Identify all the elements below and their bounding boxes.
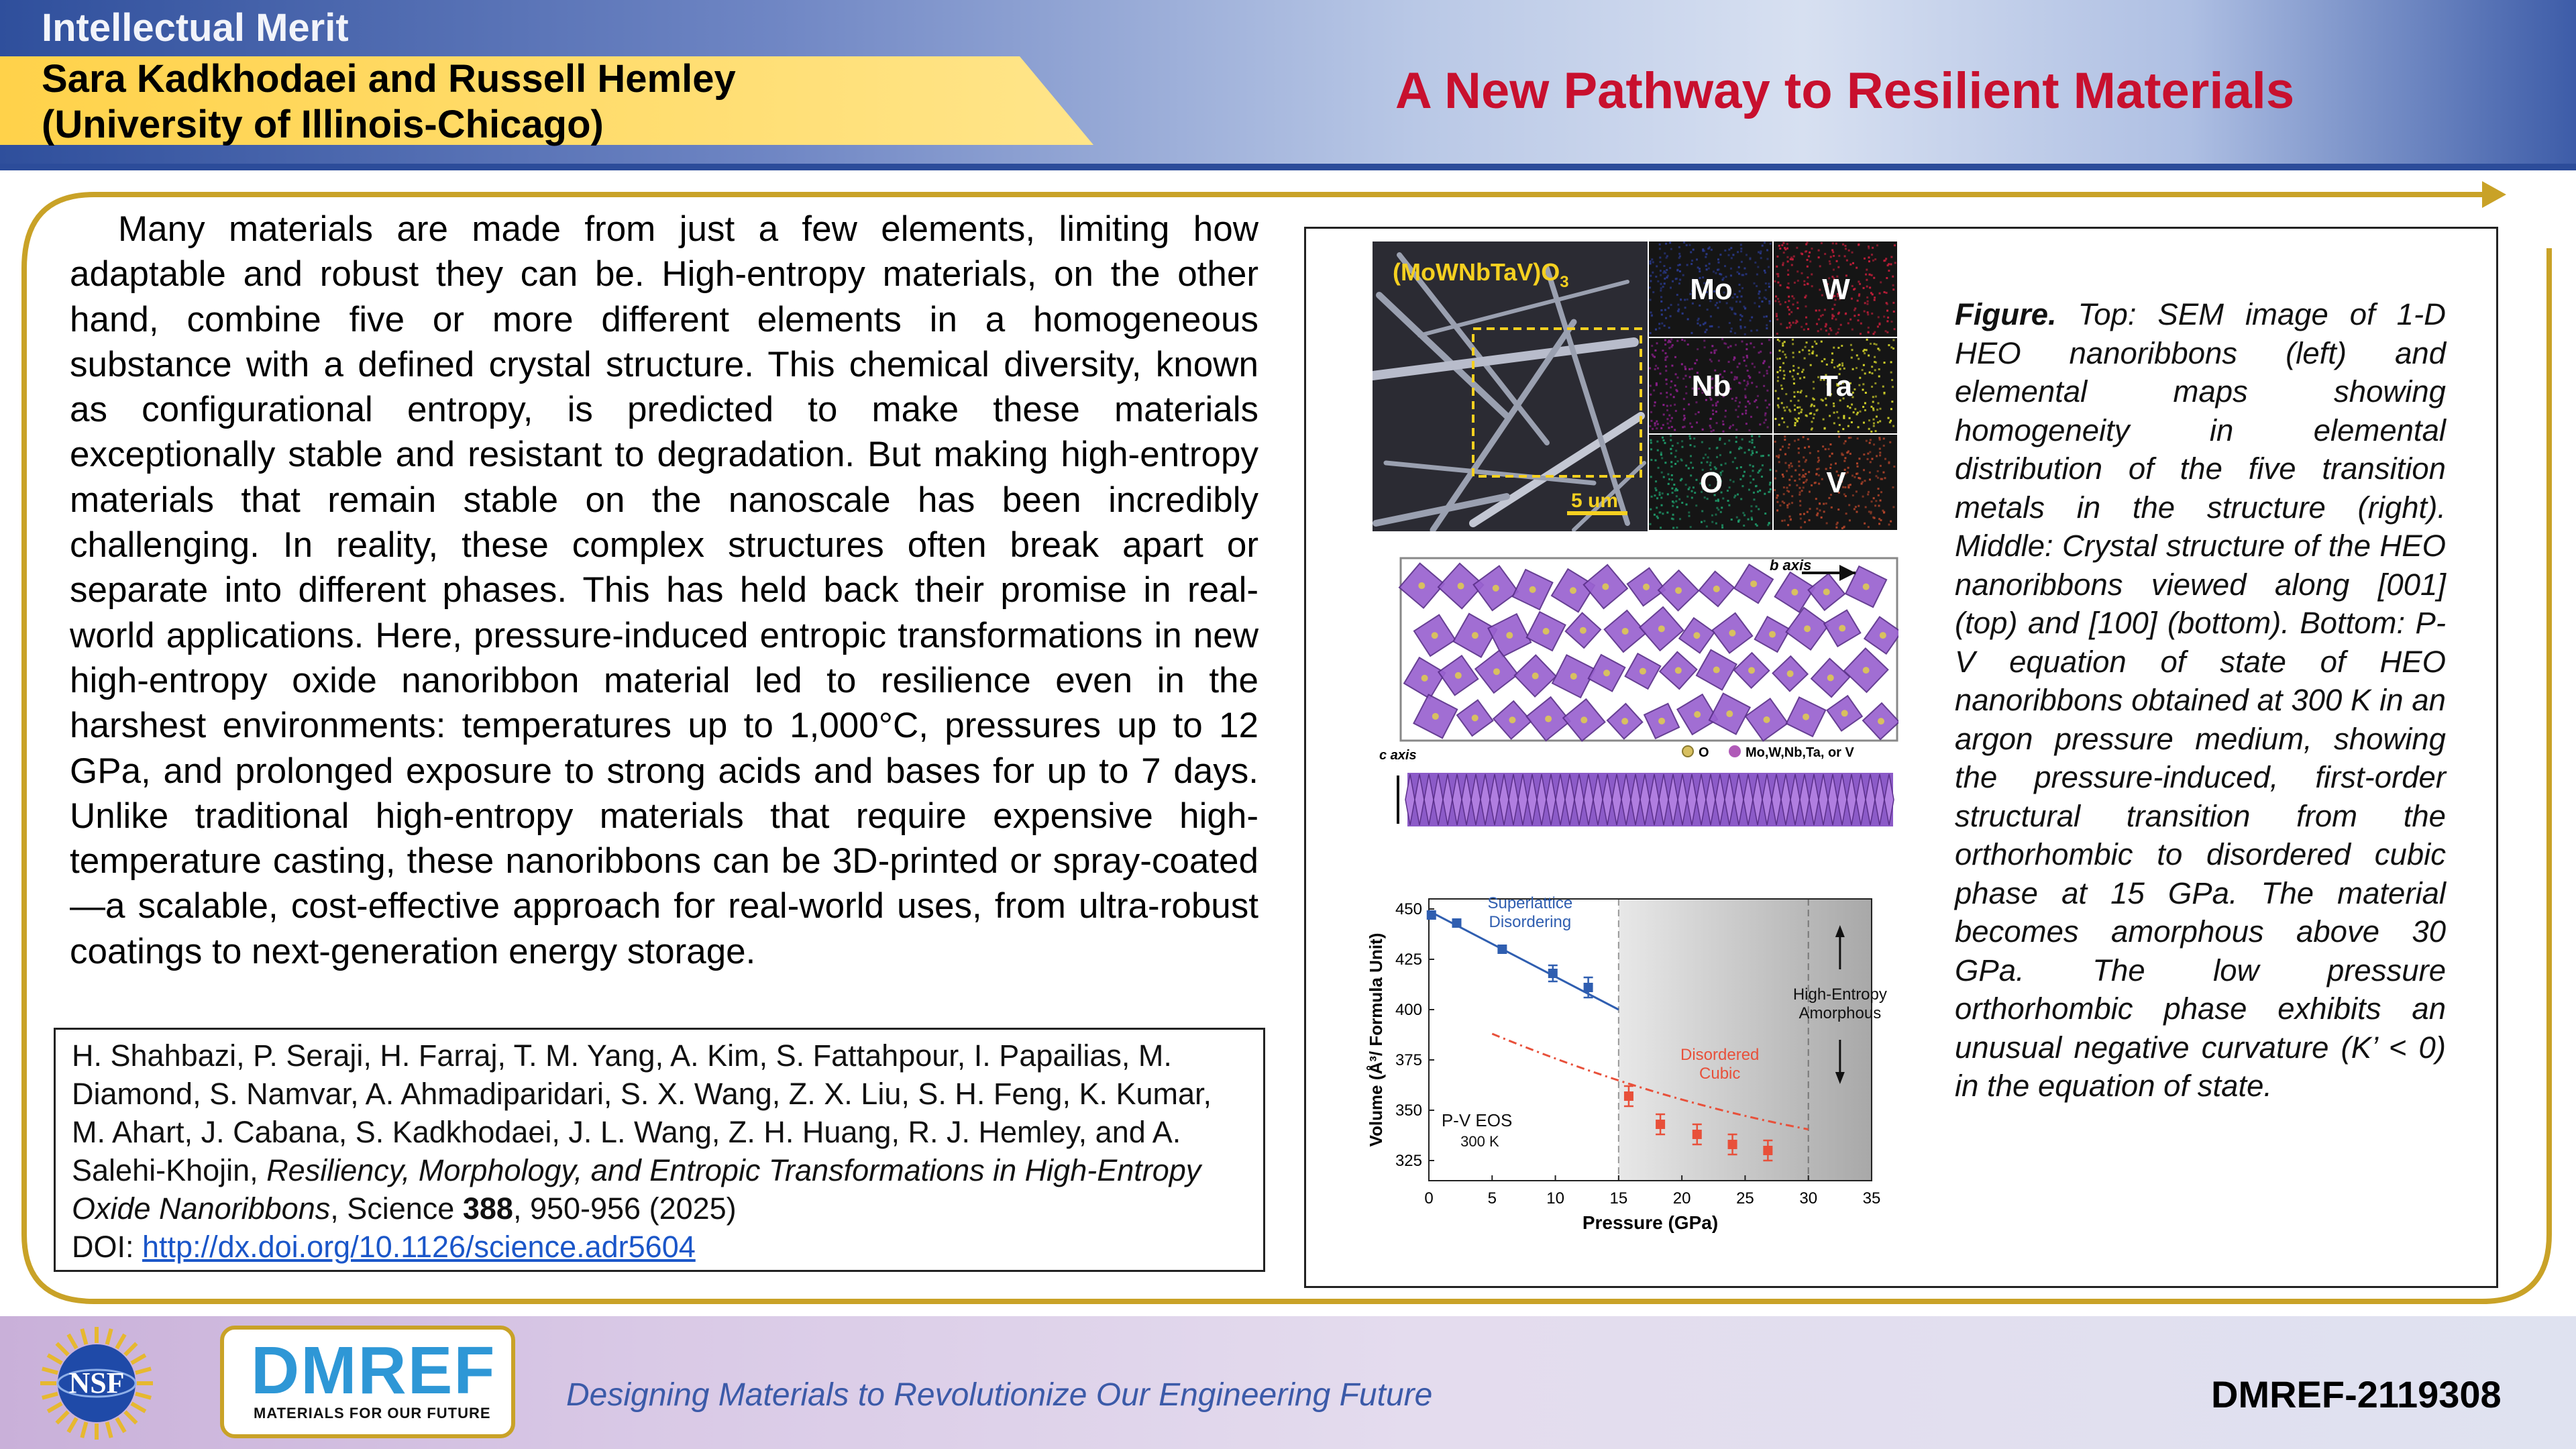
x-tick-label: 25 xyxy=(1736,1189,1754,1208)
metal-site xyxy=(1880,632,1886,639)
element-label-mo: Mo xyxy=(1690,273,1733,306)
dmref-logo-subtitle: MATERIALS FOR OUR FUTURE xyxy=(254,1405,491,1421)
annotation-disordered: Disordered xyxy=(1680,1046,1760,1064)
b-axis-label: b axis xyxy=(1770,557,1812,574)
nsf-ray xyxy=(131,1355,146,1363)
metal-site xyxy=(1506,632,1513,639)
metal-site xyxy=(1675,587,1682,594)
figure-caption xyxy=(1955,295,2446,1106)
data-point xyxy=(1656,1120,1665,1129)
body-paragraph: Many materials are made from just a few elements, limiting how adaptable and robust they can be. High-entropy materials, on the other hand, combine five or more different elements in a homogeneous substance with a defined crystal structure. This chemical diversity, known as configurational entropy, is predicted to make these materials exceptionally stable and resistant to degradation. But making high-entropy materials that remain stable on the nanoscale has been incredibly challenging. In reality, these complex structures often break apart or separate into different phases. This has held back their promise in real-world applications. Here, pressure-induced entropic transformations in new high-entropy oxide nanoribbon material led to resilience even in the harshest environments: temperatures up to 1,000°C, pressures up to 12 GPa, and prolonged exposure to strong acids and bases for up to 7 days. Unlike traditional high-entropy materials that require expensive high-temperature casting, these nanoribbons can be 3D-printed or spray-coated—a scalable, cost-effective approach for real-world uses, from ultra-robust coatings to next-generation energy storage. xyxy=(70,209,1258,971)
nsf-ray xyxy=(125,1344,136,1355)
metal-site xyxy=(1580,627,1587,634)
y-tick-label: 375 xyxy=(1395,1051,1422,1069)
metal-site xyxy=(1787,670,1794,677)
authors-affiliation: (University of Illinois-Chicago) xyxy=(42,103,604,146)
metal-site xyxy=(1863,584,1870,590)
reference-pages: , 950-956 (2025) xyxy=(513,1191,737,1226)
annotation-pv-eos: P-V EOS xyxy=(1441,1110,1513,1130)
metal-site xyxy=(1764,716,1770,723)
x-tick-label: 30 xyxy=(1799,1189,1818,1208)
nsf-ray xyxy=(131,1403,146,1411)
metal-site xyxy=(1878,718,1884,724)
nsf-ray xyxy=(117,1334,125,1348)
scale-bar-label: 5 um xyxy=(1571,490,1619,512)
metal-site xyxy=(1455,672,1462,679)
annotation-superlattice: Superlattice xyxy=(1487,894,1573,912)
legend-o: O xyxy=(1699,745,1709,760)
metal-site xyxy=(1643,584,1650,590)
metal-site xyxy=(1726,710,1733,717)
nsf-ray xyxy=(48,1403,62,1411)
reference-authors: H. Shahbazi, P. Seraji, H. Farraj, T. M. Yang, A. Kim, S. Fattahpour, I. Papailias, M. Diamond, S. Namvar, A. Ahmadiparidari, S. X. Wang, Z. X. Liu, S. H. Feng, K. Kumar, M. Ahart, J. Cabana, S. Kadkhodaei, J. L. Wang, Z. H. Huang, R. J. Hemley, and A. Salehi-Khojin, xyxy=(72,1038,1212,1187)
data-point xyxy=(1452,918,1461,928)
metal-site xyxy=(1748,667,1755,674)
data-point xyxy=(1427,910,1436,920)
metal-site xyxy=(1694,711,1701,718)
metal-site xyxy=(1803,714,1809,720)
element-label-nb: Nb xyxy=(1691,370,1731,402)
metal-site xyxy=(1769,631,1776,638)
data-point xyxy=(1728,1140,1737,1149)
nsf-ray xyxy=(42,1394,58,1398)
metal-site xyxy=(1713,667,1720,674)
nsf-ray xyxy=(82,1422,86,1438)
x-tick-label: 15 xyxy=(1609,1189,1628,1208)
sem-label: $(MoWNbTaV)O_3$ xyxy=(1393,258,1569,291)
element-label-ta: Ta xyxy=(1819,370,1853,402)
dmref-logo-text: DMREF xyxy=(251,1333,496,1408)
element-map-o xyxy=(1649,435,1772,530)
nsf-ray xyxy=(68,1334,76,1348)
metal-site xyxy=(1603,669,1610,676)
y-tick-label: 400 xyxy=(1395,1001,1422,1019)
metal-site xyxy=(1472,632,1479,639)
element-map-nb xyxy=(1649,338,1772,433)
element-label-v: V xyxy=(1826,466,1846,499)
doi-label: DOI: xyxy=(72,1230,143,1264)
sem-image xyxy=(1373,241,1898,531)
metal-site xyxy=(1713,586,1720,592)
data-point xyxy=(1548,969,1558,978)
y-tick-label: 350 xyxy=(1395,1102,1422,1120)
elemental-maps xyxy=(1649,241,1897,530)
annotation-cubic: Cubic xyxy=(1699,1065,1741,1083)
x-tick-label: 10 xyxy=(1546,1189,1564,1208)
section-label: Intellectual Merit xyxy=(42,6,349,50)
metal-site xyxy=(1693,632,1700,639)
nsf-ray xyxy=(136,1394,151,1398)
metal-site xyxy=(1418,582,1425,589)
nsf-ray xyxy=(82,1329,86,1344)
doi-link[interactable]: http://dx.doi.org/10.1126/science.adr5604 xyxy=(142,1230,696,1264)
metal-site xyxy=(1570,587,1576,594)
x-tick-label: 20 xyxy=(1672,1189,1691,1208)
nsf-ray xyxy=(107,1329,111,1344)
annotation-disordering: Disordering xyxy=(1489,913,1572,931)
element-label-o: O xyxy=(1699,466,1723,499)
caption-text: Top: SEM image of 1-D HEO nanoribbons (left) and elemental maps showing homogeneity in elemental distribution of the five transition metals in the structure (right). Middle: Crystal structure of the HEO nanoribbons viewed along [001] (top) and [100] (bottom). Bottom: P-V equation of state of HEO nanoribbons obtained at 300 K in an argon pressure medium, showing the pressure-induced, first-order structural transition from the orthorhombic to disordered cubic phase at 15 GPa. The material becomes amorphous above 30 GPa. The low pressure orthorhombic phase exhibits an unusual negative curvature (K’ < 0) in the equation of state. xyxy=(1955,297,2446,1103)
y-tick-label: 450 xyxy=(1395,900,1422,918)
data-point xyxy=(1624,1091,1633,1101)
data-point xyxy=(1584,983,1593,992)
metal-site xyxy=(1421,675,1428,682)
metal-site xyxy=(1804,625,1811,632)
data-point xyxy=(1497,945,1507,954)
reference-title: Resiliency, Morphology, and Entropic Transformations in High-Entropy Oxide Nanoribbons xyxy=(72,1153,1201,1226)
page-title: A New Pathway to Resilient Materials xyxy=(1395,62,2295,119)
element-label-w: W xyxy=(1822,273,1850,306)
element-map-mo xyxy=(1649,241,1772,337)
annotation-high-entropy: High-Entropy xyxy=(1792,985,1887,1004)
element-map-w xyxy=(1774,241,1897,337)
metal-site xyxy=(1458,583,1464,590)
nsf-ray xyxy=(117,1418,125,1432)
metal-site xyxy=(1432,713,1439,720)
footer-tagline: Designing Materials to Revolutionize Our Engineering Future xyxy=(566,1377,1433,1413)
metal-site xyxy=(1640,668,1646,675)
nsf-ray xyxy=(125,1411,136,1423)
metal-site xyxy=(1545,716,1552,722)
nsf-ray xyxy=(42,1368,58,1373)
metal-site xyxy=(1529,586,1536,593)
metal-site xyxy=(1432,632,1438,639)
crystal-structure xyxy=(1373,550,1898,832)
metal-site xyxy=(1602,583,1609,590)
metal-site xyxy=(1472,714,1479,721)
metal-site xyxy=(1622,628,1629,635)
x-tick-label: 0 xyxy=(1424,1189,1434,1208)
reference-volume: 388 xyxy=(462,1191,513,1226)
nsf-logo-text: NSF xyxy=(68,1366,125,1399)
metal-site xyxy=(1729,630,1735,637)
nsf-ray xyxy=(136,1368,151,1373)
data-point xyxy=(1763,1146,1772,1155)
metal-site xyxy=(1493,668,1500,675)
annotation-amorphous: Amorphous xyxy=(1799,1004,1882,1022)
metal-site xyxy=(1658,718,1665,724)
nsf-ray xyxy=(48,1355,62,1363)
x-tick-label: 5 xyxy=(1487,1189,1497,1208)
caption-label: Figure. xyxy=(1955,297,2057,331)
y-tick-label: 325 xyxy=(1395,1152,1422,1170)
authors-names: Sara Kadkhodaei and Russell Hemley xyxy=(42,57,736,101)
nsf-ray xyxy=(68,1418,76,1432)
reference-journal: , Science xyxy=(330,1191,463,1226)
metal-site xyxy=(1532,673,1539,680)
y-axis-label: Volume (Å³/ Formula Unit) xyxy=(1366,932,1386,1147)
metal-site xyxy=(1658,625,1665,632)
metal-site xyxy=(1839,625,1845,632)
dmref-logo xyxy=(220,1326,515,1438)
nsf-ray xyxy=(107,1422,111,1438)
amorphous-region xyxy=(1619,899,1872,1181)
metal-site xyxy=(1621,718,1628,724)
metal-site xyxy=(1493,585,1499,592)
metal-site xyxy=(1570,673,1577,680)
metal-site xyxy=(1509,716,1515,723)
c-axis-label: c axis xyxy=(1379,748,1417,763)
nsf-ray xyxy=(57,1344,68,1355)
metal-site xyxy=(1543,628,1550,635)
element-map-v xyxy=(1774,435,1897,530)
data-point xyxy=(1693,1130,1702,1139)
annotation-temperature: 300 K xyxy=(1460,1133,1499,1150)
award-number: DMREF-2119308 xyxy=(2211,1373,2502,1415)
metal-site xyxy=(1580,716,1587,723)
octahedra-lattice xyxy=(1397,559,1898,745)
pv-eos-chart xyxy=(1355,872,1905,1254)
nsf-logo xyxy=(30,1323,164,1444)
element-map-ta xyxy=(1774,338,1897,433)
metal-site xyxy=(1675,667,1682,674)
reference-box xyxy=(54,1028,1265,1272)
x-axis-label: Pressure (GPa) xyxy=(1582,1212,1719,1233)
bracket-arrow-icon xyxy=(2482,181,2506,208)
y-tick-label: 425 xyxy=(1395,951,1422,969)
nsf-ray xyxy=(57,1411,68,1423)
metal-site xyxy=(1823,588,1830,595)
metal-site xyxy=(1863,667,1870,674)
x-tick-label: 35 xyxy=(1862,1189,1881,1208)
metal-site xyxy=(1791,589,1798,596)
legend-metals: Mo,W,Nb,Ta, or V xyxy=(1746,745,1854,760)
metal-site xyxy=(1841,710,1848,716)
metal-site xyxy=(1750,580,1757,587)
metal-site xyxy=(1827,674,1834,681)
